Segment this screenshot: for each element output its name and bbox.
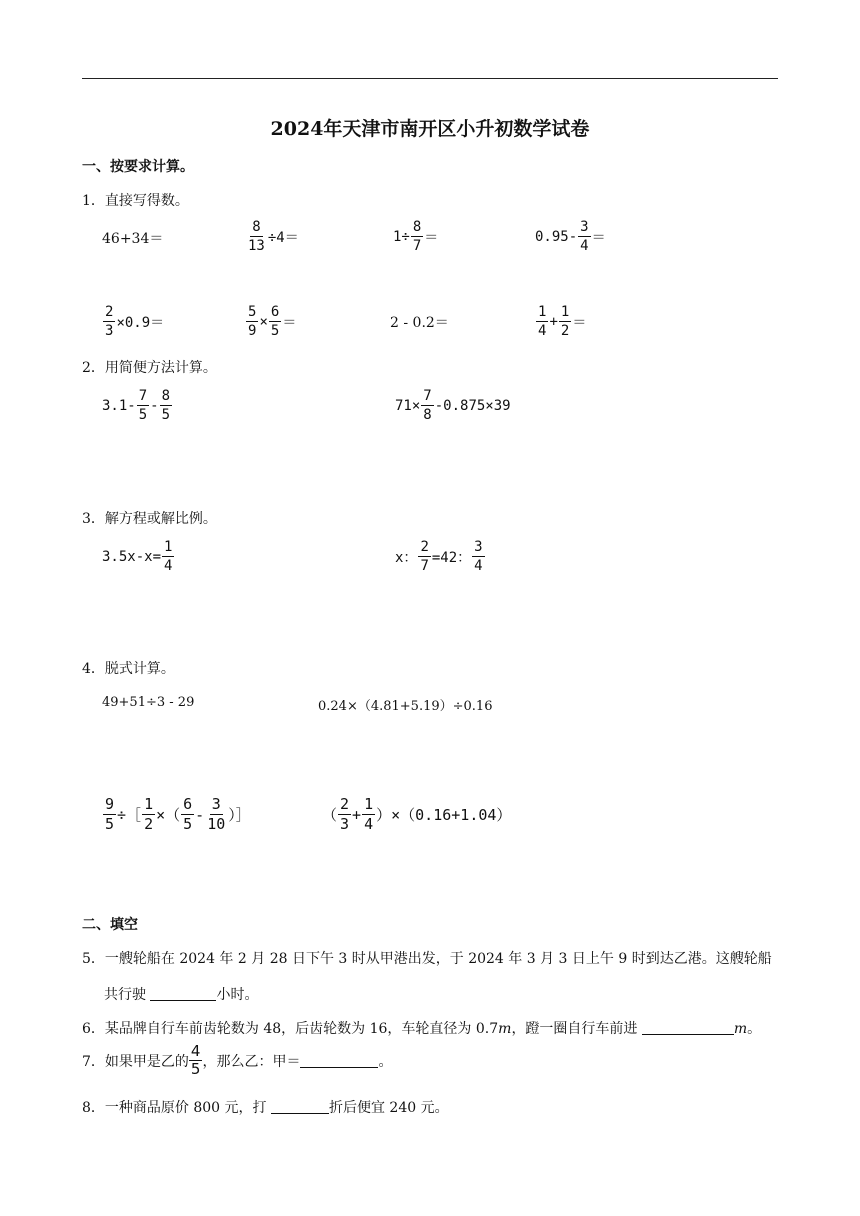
q1-item-h: $\frac{1}{4}$ + $\frac{1}{2}$ ＝ [538, 304, 587, 339]
question-5-line-2: 共行驶 小时。 [104, 987, 259, 1003]
fraction: $\frac{2}{3}$ [105, 304, 114, 339]
page-title: 2024年天津市南开区小升初数学试卷 [270, 118, 590, 140]
question-4-label: 4．脱式计算。 [82, 661, 175, 677]
fraction: $\frac{8}{13}$ [248, 219, 265, 254]
q2-item-a: 3.1- $\frac{7}{5}$ - $\frac{8}{5}$ [102, 388, 171, 423]
fraction: $\frac{5}{9}$ [248, 304, 257, 339]
answer-blank[interactable] [300, 1053, 378, 1068]
q1-item-c: 1÷ $\frac{8}{7}$ ＝ [393, 219, 439, 254]
fraction: $\frac{8}{5}$ [161, 388, 171, 423]
answer-blank[interactable] [150, 986, 216, 1001]
fraction: $\frac{1}{2}$ [144, 795, 154, 833]
fraction: $\frac{1}{4}$ [164, 539, 173, 574]
question-7: 7．如果甲是乙的 4 5 ，那么乙：甲＝ 。 [82, 1042, 393, 1078]
q1-item-a: 46+34＝ [102, 231, 164, 247]
q2-item-b: 71× $\frac{7}{8}$ -0.875×39 [395, 388, 511, 423]
question-6: 6．某品牌自行车前齿轮数为 48，后齿轮数为 16，车轮直径为 0.7m，蹬一圈自行车前进 m。 [82, 1021, 762, 1037]
top-rule [82, 78, 778, 79]
section-2-heading: 二、填空 [82, 917, 138, 933]
fraction: $\frac{8}{7}$ [412, 219, 422, 254]
fraction: $\frac{7}{8}$ [423, 388, 432, 423]
q1-item-g: 2 - 0.2＝ [390, 315, 449, 331]
q4-item-d: （ $\frac{2}{3}$ + $\frac{1}{4}$ ）×（0.16+1.04） [322, 795, 512, 833]
fraction: $\frac{6}{5}$ [270, 304, 280, 339]
answer-blank[interactable] [642, 1020, 734, 1035]
fraction: $\frac{1}{4}$ [538, 304, 547, 339]
q1-item-f: $\frac{5}{9}$ × $\frac{6}{5}$ ＝ [248, 304, 297, 339]
section-1-heading: 一、按要求计算。 [82, 159, 194, 175]
fraction: $\frac{6}{5}$ [183, 795, 193, 833]
fraction: $\frac{2}{7}$ [420, 539, 429, 574]
question-3-label: 3．解方程或解比例。 [82, 511, 217, 527]
q1-item-d: 0.95- $\frac{3}{4}$ ＝ [535, 219, 606, 254]
fraction: $\frac{2}{3}$ [340, 795, 350, 833]
fraction: $\frac{7}{5}$ [138, 388, 148, 423]
q4-item-c: $\frac{9}{5}$ ÷［ $\frac{1}{2}$ ×（ $\frac{6}{5}$ - $\frac{3}{10}$ ）］ [105, 795, 251, 833]
fraction: 4 5 [190, 1042, 201, 1078]
question-1-label: 1．直接写得数。 [82, 193, 189, 209]
q4-item-a: 49+51÷3 - 29 [102, 695, 195, 710]
q4-item-b: 0.24×（4.81+5.19）÷0.16 [318, 699, 493, 714]
q1-item-b: $\frac{8}{13}$ ÷4＝ [248, 219, 299, 254]
fraction: $\frac{1}{2}$ [560, 304, 570, 339]
fraction: $\frac{3}{4}$ [580, 219, 589, 254]
q3-item-b: x： $\frac{2}{7}$ =42： $\frac{3}{4}$ [395, 539, 483, 574]
answer-blank[interactable] [271, 1099, 329, 1114]
fraction: $\frac{3}{10}$ [207, 795, 226, 833]
q3-item-a: 3.5x-x= $\frac{1}{4}$ [102, 539, 173, 574]
fraction: $\frac{9}{5}$ [105, 795, 115, 833]
fraction: $\frac{3}{4}$ [474, 539, 483, 574]
question-5-line-1: 5．一艘轮船在 2024 年 2 月 28 日下午 3 时从甲港出发，于 2024 年 3 月 3 日上午 9 时到达乙港。这艘轮船 [82, 951, 772, 967]
question-8: 8．一种商品原价 800 元，打 折后便宜 240 元。 [82, 1100, 449, 1116]
question-2-label: 2．用简便方法计算。 [82, 360, 217, 376]
fraction: $\frac{1}{4}$ [364, 795, 374, 833]
q1-item-e: $\frac{2}{3}$ ×0.9＝ [105, 304, 165, 339]
